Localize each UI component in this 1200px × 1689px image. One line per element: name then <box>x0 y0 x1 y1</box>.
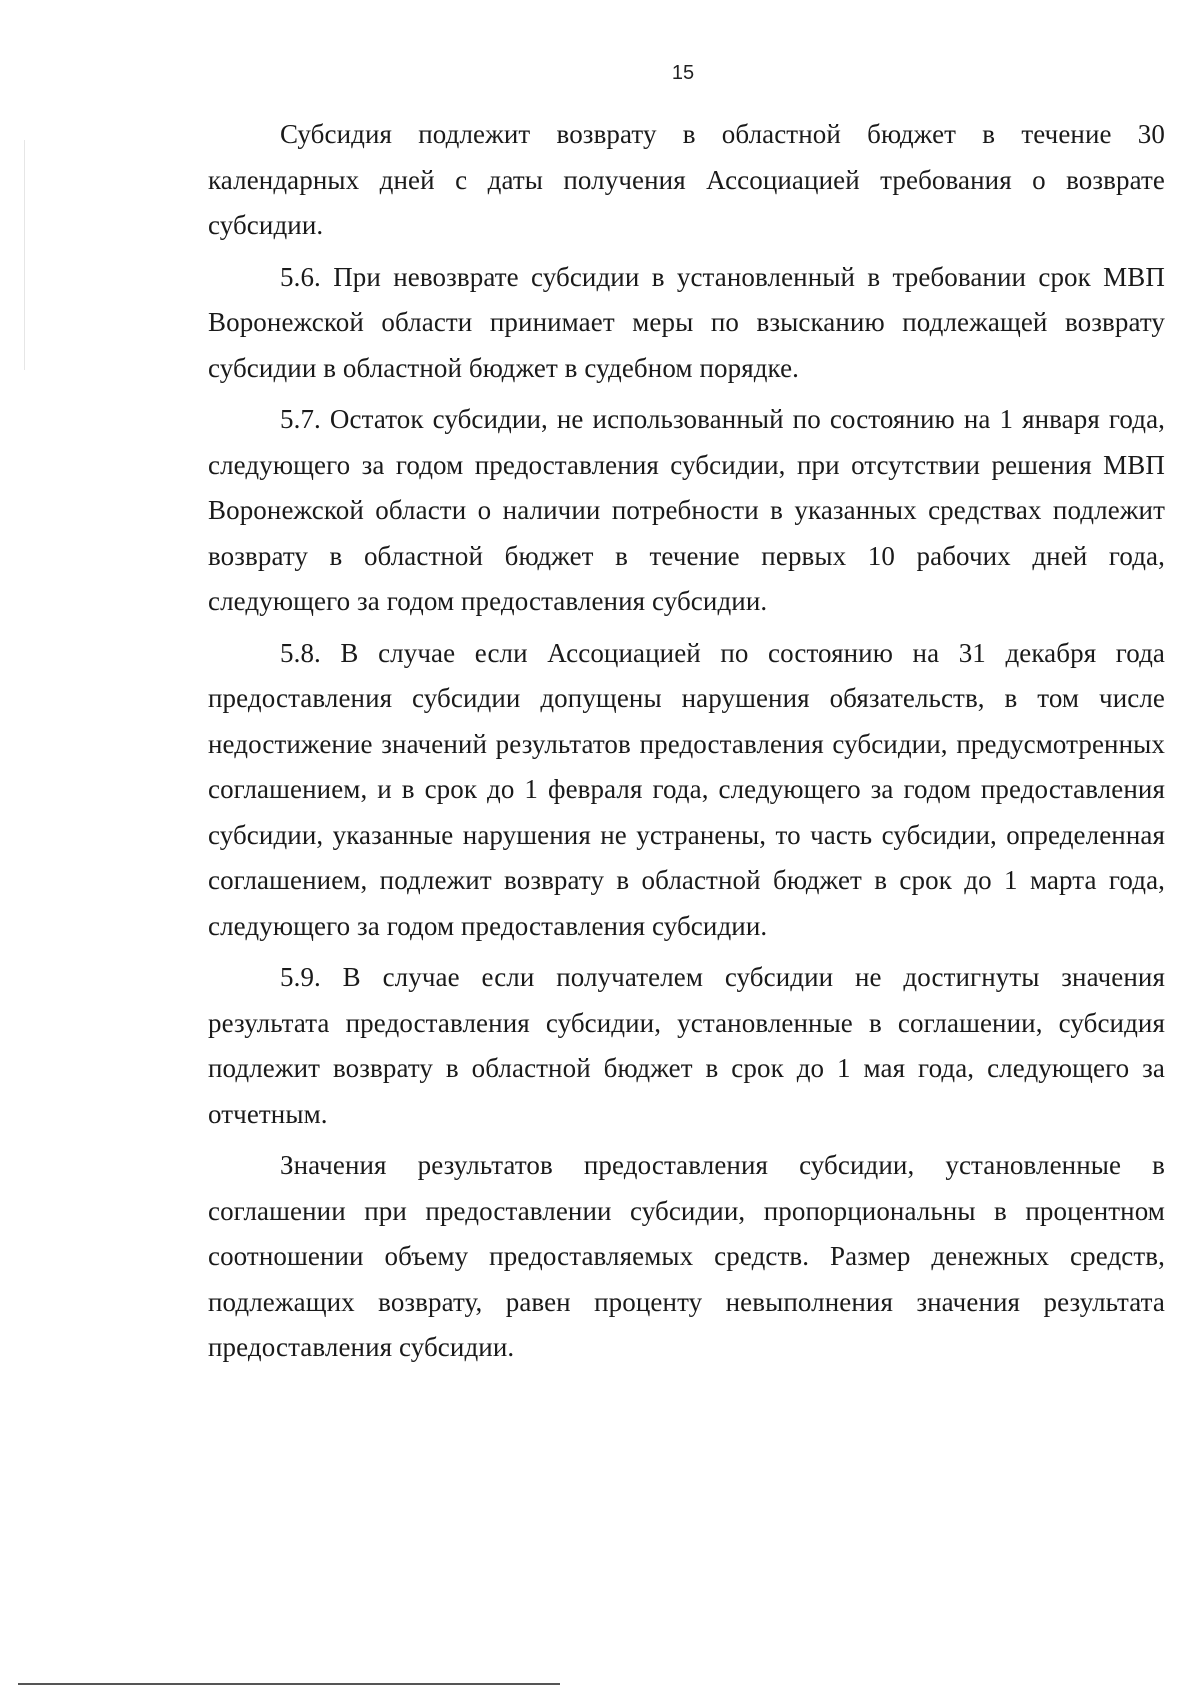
document-body <box>208 112 1165 1377</box>
paragraph-5-7: 5.7. Остаток субсидии, не использованный по состоянию на 1 января года, следующего за годом предоставления субсидии, при отсутствии решения МВП Воронежской области о наличии потребности в указанных средствах подлежит возврату в областной бюджет в течение первых 10 рабочих дней года, следующего за годом предоставления субсидии. <box>208 404 1165 616</box>
paragraph-result-values: Значения результатов предоставления субсидии, установленные в соглашении при предоставлении субсидии, пропорциональны в процентном соотношении объему предоставляемых средств. Размер денежных средств, подлежащих возврату, равен проценту невыполнения значения результата предоставления субсидии. <box>208 1150 1165 1362</box>
paragraph-5-8: 5.8. В случае если Ассоциацией по состоянию на 31 декабря года предоставления субсидии допущены нарушения обязательств, в том числе недостижение значений результатов предоставления субсидии, предусмотренных соглашением, и в срок до 1 февраля года, следующего за годом предоставления субсидии, указанные нарушения не устранены, то часть субсидии, определенная соглашением, подлежит возврату в областной бюджет в срок до 1 марта года, следующего за годом предоставления субсидии. <box>208 637 1165 941</box>
scan-margin-mark <box>24 140 25 370</box>
paragraph-5-6: 5.6. При невозврате субсидии в установленный в требовании срок МВП Воронежской области принимает меры по взысканию подлежащей возврату субсидии в областной бюджет в судебном порядке. <box>208 261 1165 383</box>
paragraph-5-9: 5.9. В случае если получателем субсидии не достигнуты значения результата предоставления субсидии, установленные в соглашении, субсидия подлежит возврату в областной бюджет в срок до 1 мая года, следующего за отчетным. <box>208 962 1165 1129</box>
paragraph-subsidy-return: Субсидия подлежит возврату в областной бюджет в течение 30 календарных дней с даты получения Ассоциацией требования о возврате субсидии. <box>208 119 1165 240</box>
bottom-rule <box>18 1683 560 1685</box>
page-number: 15 <box>671 62 695 84</box>
